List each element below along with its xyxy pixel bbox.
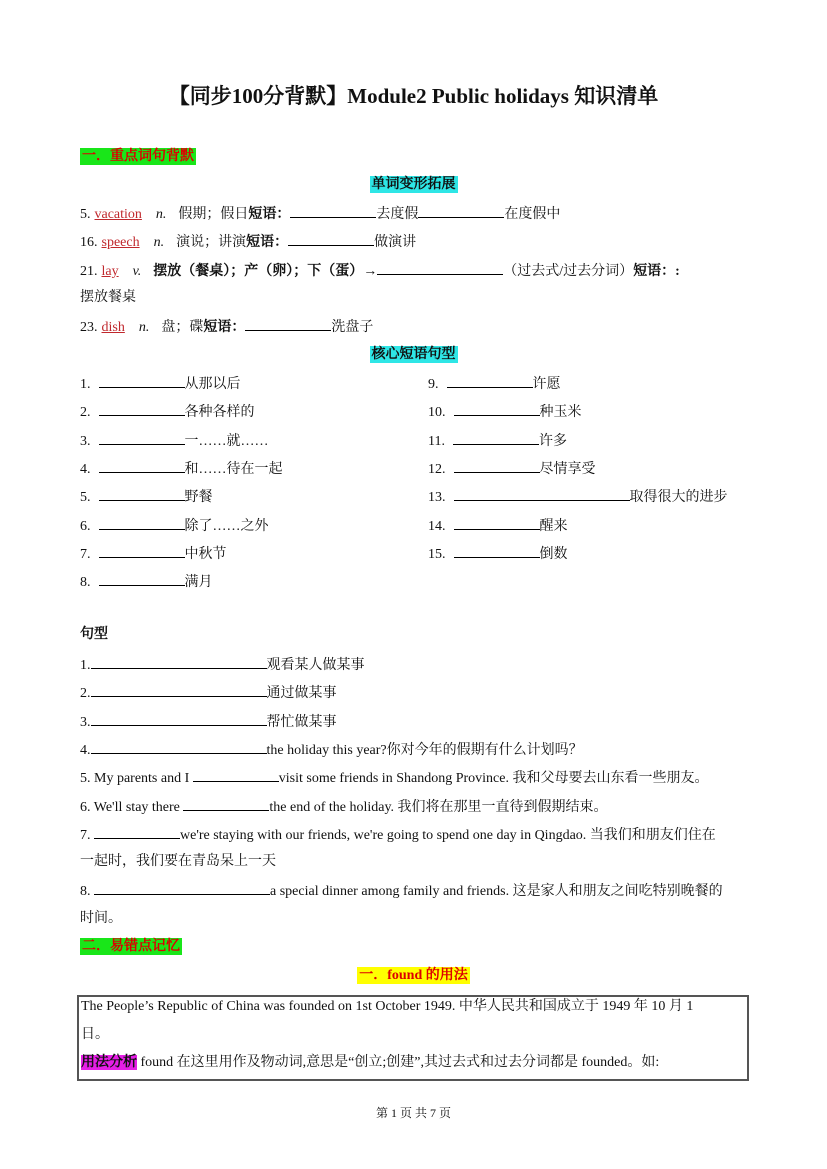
vocab-word: vacation: [94, 207, 142, 222]
text: 通过做某事: [266, 686, 337, 702]
phrase-number: 4.: [80, 461, 91, 477]
phrase-number: 7.: [80, 546, 91, 562]
phrase-meaning: 满月: [184, 575, 213, 591]
text: the holiday this year?你对今年的假期有什么计划吗？: [266, 742, 583, 758]
subheading-word-forms: 单词变形拓展: [371, 177, 456, 192]
part-of-speech: v.: [132, 264, 142, 279]
phrase-item: [428, 401, 582, 423]
phrase-label: 短语：: [248, 207, 291, 222]
page-footer: 第 1 页 共 7 页: [375, 1106, 451, 1120]
phrase-item: [80, 430, 269, 452]
section-heading-1: 一．重点词句背默: [82, 149, 194, 164]
word-number: 16.: [80, 235, 98, 250]
answer-blank[interactable]: [288, 231, 374, 246]
lay-continuation: 摆放餐桌: [80, 290, 136, 305]
phrase-item: [80, 401, 255, 423]
word-entry: [80, 203, 560, 225]
text: 短语：:: [633, 264, 680, 279]
answer-blank[interactable]: [99, 373, 185, 388]
part-of-speech: n.: [138, 320, 150, 335]
phrase-item: [428, 543, 568, 565]
text: 去度假: [376, 207, 419, 222]
phrase-number: 5.: [80, 490, 91, 506]
phrase-item: [80, 373, 241, 395]
text: 6. We'll stay there: [80, 799, 184, 815]
answer-blank[interactable]: [290, 203, 376, 218]
phrase-number: 6.: [80, 518, 91, 534]
section-heading-2: 二．易错点记忆: [82, 939, 180, 954]
answer-blank[interactable]: [99, 458, 185, 473]
answer-blank[interactable]: [99, 430, 185, 445]
phrase-meaning: 中秋节: [184, 546, 227, 562]
phrase-item: [428, 373, 561, 395]
phrase-item: [80, 543, 227, 565]
example-sentence-cont: 日。: [81, 1027, 109, 1042]
answer-blank[interactable]: [193, 767, 279, 782]
answer-blank[interactable]: [99, 543, 185, 558]
phrase-item: [428, 486, 728, 508]
sentence-item: [80, 824, 716, 846]
text: visit some friends in Shandong Province. 我和父母要去山东看一些朋友。: [278, 771, 709, 787]
word-meaning: 假期；假日: [178, 207, 249, 222]
text: 观看某人做某事: [266, 658, 365, 673]
sentence-item: [80, 909, 122, 929]
answer-blank[interactable]: [454, 401, 540, 416]
text: （过去式/过去分词）: [503, 264, 634, 279]
phrase-item: [428, 515, 568, 537]
text: 1.: [80, 658, 91, 673]
text: 7.: [80, 827, 94, 843]
answer-blank[interactable]: [91, 711, 267, 726]
text: 2.: [80, 686, 91, 702]
answer-blank[interactable]: [99, 571, 185, 586]
word-entry: [80, 316, 373, 338]
subheading-found: 一．found 的用法: [359, 968, 468, 983]
sentence-item: [80, 767, 708, 789]
phrase-meaning: 各种各样的: [184, 405, 255, 421]
phrase-item: [80, 515, 269, 537]
word-entry: [80, 231, 416, 253]
answer-blank[interactable]: [94, 880, 270, 895]
text: 4.: [80, 742, 91, 758]
phrase-item: [80, 486, 213, 508]
phrase-number: 13.: [428, 490, 446, 506]
text: we're staying with our friends, we're going to spend one day in Qingdao. 当我们和朋友们住在: [180, 827, 716, 843]
text: 做演讲: [374, 235, 417, 250]
phrase-meaning: 许多: [538, 433, 567, 449]
phrase-number: 11.: [428, 433, 445, 449]
phrase-label: 短语：: [203, 320, 246, 335]
subheading-phrases: 核心短语句型: [371, 347, 456, 362]
example-sentence: The People’s Republic of China was founded on 1st October 1949. 中华人民共和国成立于 1949 年 10 月 1: [81, 999, 694, 1014]
phrase-number: 15.: [428, 546, 446, 562]
answer-blank[interactable]: [447, 373, 533, 388]
vocab-word: lay: [101, 264, 119, 279]
answer-blank[interactable]: [454, 486, 630, 501]
word-number: 21.: [80, 264, 98, 279]
text: 5. My parents and I: [80, 771, 193, 787]
phrase-meaning: 野餐: [184, 490, 213, 506]
phrase-item: [80, 571, 213, 593]
text: 帮忙做某事: [266, 714, 337, 730]
sentence-item: [80, 880, 723, 902]
text: 在度假中: [504, 207, 561, 222]
phrase-number: 14.: [428, 518, 446, 534]
example-box: [77, 995, 749, 1081]
phrase-number: 12.: [428, 461, 446, 477]
vocab-word: speech: [101, 235, 140, 250]
usage-analysis: [81, 1053, 659, 1073]
text: 3.: [80, 714, 91, 730]
sentence-item: [80, 739, 583, 761]
sentence-item: [80, 796, 608, 818]
text: the end of the holiday. 我们将在那里一直待到假期结束。: [269, 799, 608, 815]
part-of-speech: n.: [153, 235, 165, 250]
word-meaning: 摆放（餐桌）；产（卵）；下（蛋）→: [153, 264, 378, 279]
phrase-meaning: 从那以后: [184, 377, 241, 392]
answer-blank[interactable]: [99, 515, 185, 530]
answer-blank[interactable]: [245, 316, 331, 331]
word-number: 23.: [80, 320, 98, 335]
document-title: 【同步100分背默】Module2 Public holidays 知识清单: [168, 84, 659, 108]
answer-blank[interactable]: [183, 796, 269, 811]
phrase-item: [80, 458, 283, 480]
answer-blank[interactable]: [91, 654, 267, 669]
phrase-number: 8.: [80, 575, 91, 591]
usage-text: found 在这里用作及物动词,意思是“创立;创建”,其过去式和过去分词都是 founded。如:: [137, 1055, 660, 1070]
answer-blank[interactable]: [99, 486, 185, 501]
answer-blank[interactable]: [94, 824, 180, 839]
phrase-item: [428, 430, 567, 452]
phrase-meaning: 倒数: [539, 546, 568, 562]
sentence-item: [80, 711, 337, 733]
answer-blank[interactable]: [454, 458, 540, 473]
phrase-label: 短语：: [246, 235, 289, 250]
phrase-meaning: 种玉米: [539, 405, 582, 421]
answer-blank[interactable]: [91, 682, 267, 697]
word-meaning: 盘；碟: [161, 320, 204, 335]
phrase-meaning: 醒来: [539, 518, 568, 534]
vocab-word: dish: [101, 320, 125, 335]
phrase-meaning: 许愿: [532, 377, 561, 392]
sentence-item: [80, 654, 365, 676]
text: 洗盘子: [331, 320, 374, 335]
phrase-meaning: 一……就……: [184, 433, 269, 449]
phrase-item: [428, 458, 596, 480]
answer-blank[interactable]: [454, 515, 540, 530]
phrase-number: 3.: [80, 433, 91, 449]
sentence-item: [80, 682, 337, 704]
answer-blank[interactable]: [377, 260, 503, 275]
text: 时间。: [80, 910, 122, 926]
phrase-meaning: 取得很大的进步: [629, 490, 728, 506]
word-number: 5.: [80, 207, 91, 222]
word-entry: [80, 260, 680, 282]
answer-blank[interactable]: [91, 739, 267, 754]
text: 一起时，我们要在青岛呆上一天: [80, 854, 276, 870]
answer-blank[interactable]: [99, 401, 185, 416]
answer-blank[interactable]: [454, 543, 540, 558]
text: a special dinner among family and friends. 这是家人和朋友之间吃特别晚餐的: [270, 884, 723, 900]
sentence-item: [80, 852, 276, 872]
phrase-number: 2.: [80, 405, 91, 421]
part-of-speech: n.: [155, 207, 167, 222]
usage-tag: 用法分析: [81, 1055, 137, 1070]
phrase-number: 1.: [80, 377, 91, 392]
phrase-meaning: 和……待在一起: [184, 461, 283, 477]
phrase-number: 10.: [428, 405, 446, 421]
text: 8.: [80, 884, 94, 900]
phrase-meaning: 尽情享受: [539, 461, 596, 477]
phrase-number: 9.: [428, 377, 439, 392]
answer-blank[interactable]: [418, 203, 504, 218]
answer-blank[interactable]: [453, 430, 539, 445]
phrase-meaning: 除了……之外: [184, 518, 269, 534]
word-meaning: 演说；讲演: [176, 235, 247, 250]
sentences-heading: 句型: [80, 627, 108, 642]
